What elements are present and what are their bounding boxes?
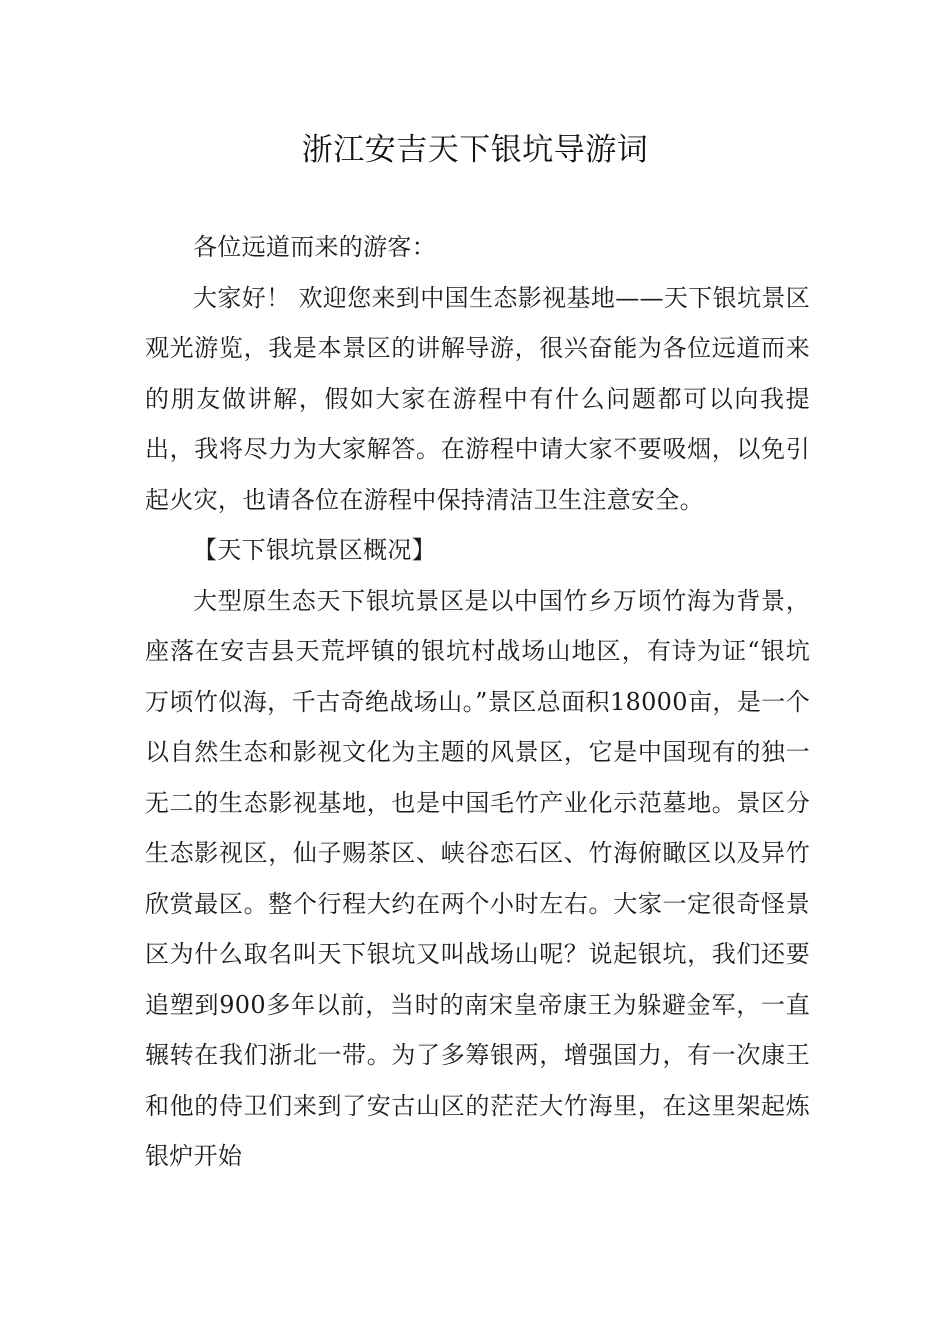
overview-paragraph: 大型原生态天下银坑景区是以中国竹乡万顷竹海为背景，座落在安吉县天荒坪镇的银坑村战场山地区，有诗为证“银坑万顷竹似海，千古奇绝战场山。”景区总面积18000亩，是一个以自然生态和影视文化为主题的风景区，它是中国现有的独一无二的生态影视基地，也是中国毛竹产业化示范墓地。景区分生态影视区，仙子赐茶区、峡谷恋石区、竹海俯瞰区以及异竹欣赏最区。整个行程大约在两个小时左右。大家一定很奇怪景区为什么取名叫天下银坑又叫战场山呢？说起银坑，我们还要追塑到900多年以前，当时的南宋皇帝康王为躲避金军，一直辗转在我们浙北一带。为了多筹银两，增强国力，有一次康王和他的侍卫们来到了安古山区的茫茫大竹海里，在这里架起炼银炉开始: [145, 586, 810, 1170]
document-title: 浙江安吉天下银坑导游词: [301, 132, 649, 168]
document-body: [145, 222, 810, 1182]
section-heading: 【天下银坑景区概况】: [193, 536, 436, 564]
welcome-paragraph: 大家好！ 欢迎您来到中国生态影视基地——天下银坑景区观光游览，我是本景区的讲解导游，很兴奋能为各位远道而来的朋友做讲解，假如大家在游程中有什么问题都可以向我提出，我将尽力为大家解答。在游程中请大家不要吸烟，以免引起火灾，也请各位在游程中保持清洁卫生注意安全。: [145, 283, 810, 514]
greeting-paragraph: 各位远道而来的游客：: [193, 233, 436, 261]
